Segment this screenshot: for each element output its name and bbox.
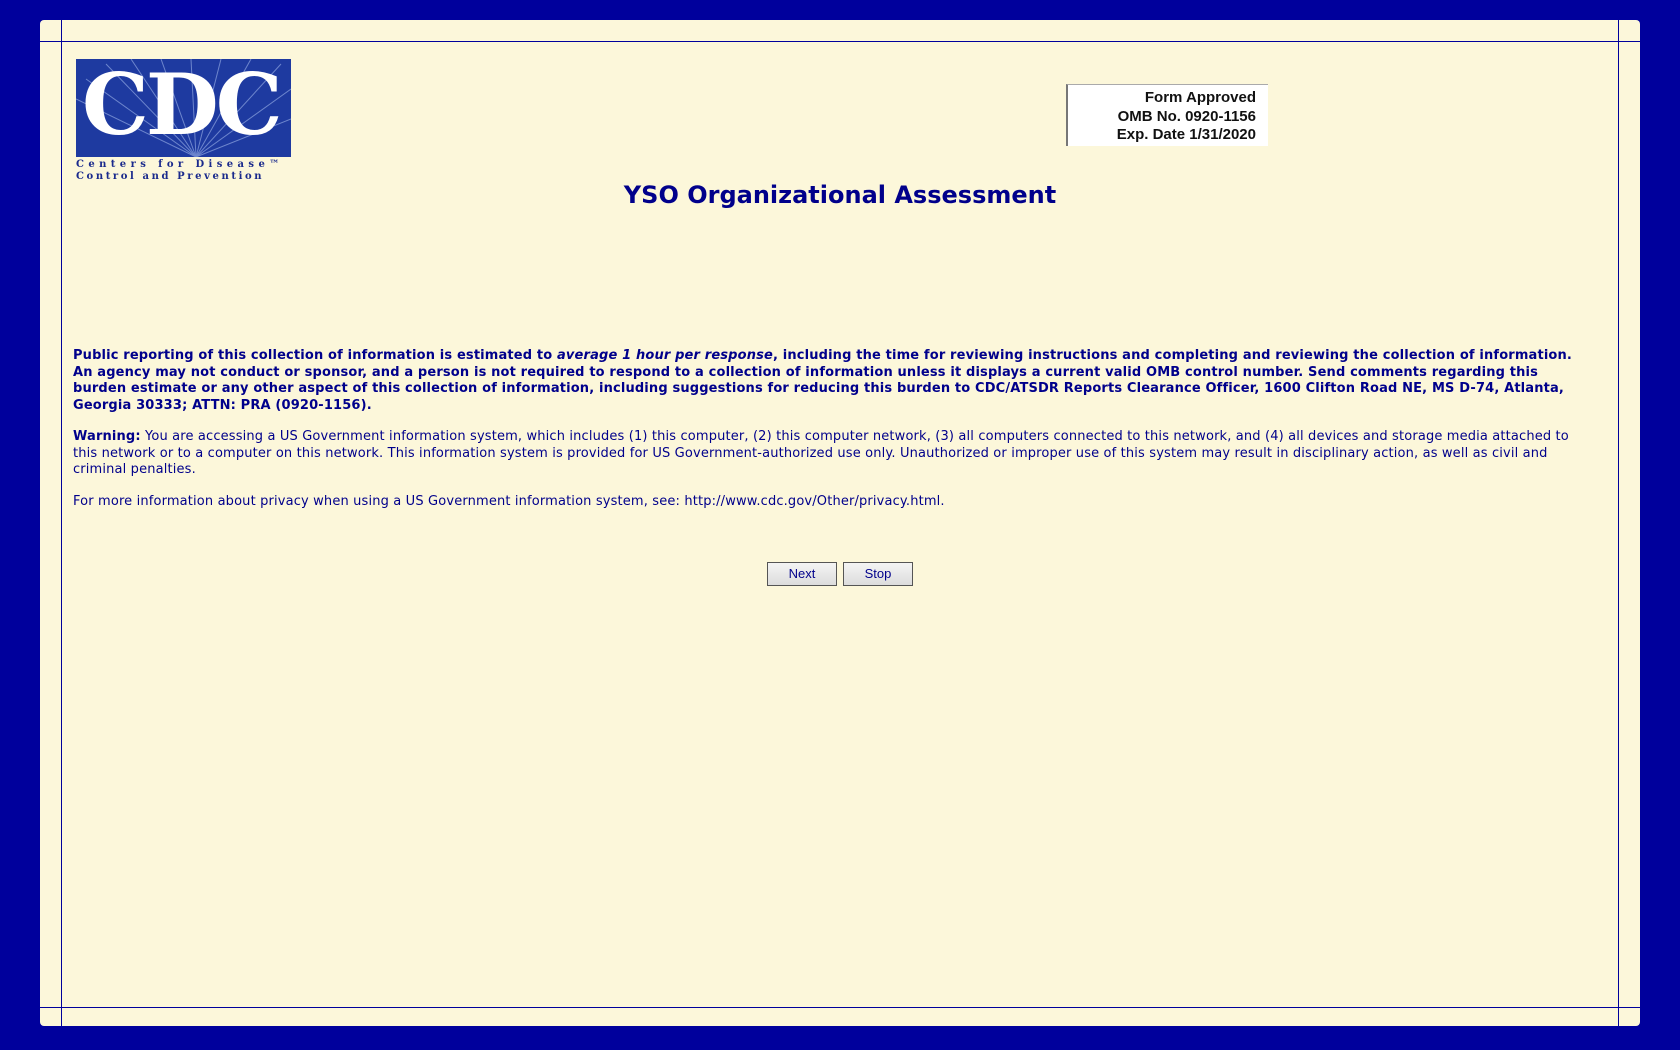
burden-suffix: , including the time for reviewing instructions and completing and reviewing the collection of information. An agency may not conduct or sponsor, and a person is not required to respond to a collection of information unless it displays a current valid OMB control number. Send comments regarding this burden estimate or any other aspect of this collection of information, including suggestions for reducing this burden to CDC/ATSDR Reports Clearance Officer, 1600 Clifton Road NE, MS D-74, Atlanta, Georgia 30333; ATTN: PRA (0920-1156). <box>73 348 1573 413</box>
next-button[interactable]: Next <box>767 562 837 586</box>
stop-button[interactable]: Stop <box>843 562 913 586</box>
omb-number: OMB No. 0920-1156 <box>1117 107 1256 125</box>
cdc-logo-mark <box>76 59 291 157</box>
logo-letters: CDC <box>82 59 280 154</box>
logo-caption-line2: Control and Prevention <box>76 171 265 182</box>
omb-approval-box <box>1066 84 1268 146</box>
frame-line-bottom <box>40 1007 1640 1008</box>
warning-text: You are accessing a US Government information system, which includes (1) this computer, (2) this computer network, (3) all computers connected to this network, and (4) all devices and storage media attached to this network or to a computer on this network. This information system is provided for US Government-authorized use only. Unauthorized or improper use of this system may result in disciplinary action, as well as civil and criminal penalties. <box>73 429 1569 477</box>
frame-line-top <box>40 41 1640 42</box>
frame-line-right <box>1618 20 1619 1026</box>
page-title: YSO Organizational Assessment <box>623 181 1057 209</box>
frame-line-left <box>61 20 62 1026</box>
omb-form-approved: Form Approved <box>1144 89 1256 106</box>
cdc-logo <box>76 59 298 183</box>
warning-label: Warning: <box>73 429 141 444</box>
burden-statement <box>73 348 1593 414</box>
privacy-statement: For more information about privacy when using a US Government information system, see: http://www.cdc.gov/Other/privacy.html. <box>73 494 945 509</box>
logo-caption-line1: Centers for Disease™ <box>76 159 284 170</box>
warning-statement <box>73 429 1593 479</box>
burden-emphasis: average 1 hour per response <box>557 348 773 363</box>
burden-prefix: Public reporting of this collection of information is estimated to <box>73 348 557 363</box>
omb-exp-date: Exp. Date 1/31/2020 <box>1116 126 1256 143</box>
